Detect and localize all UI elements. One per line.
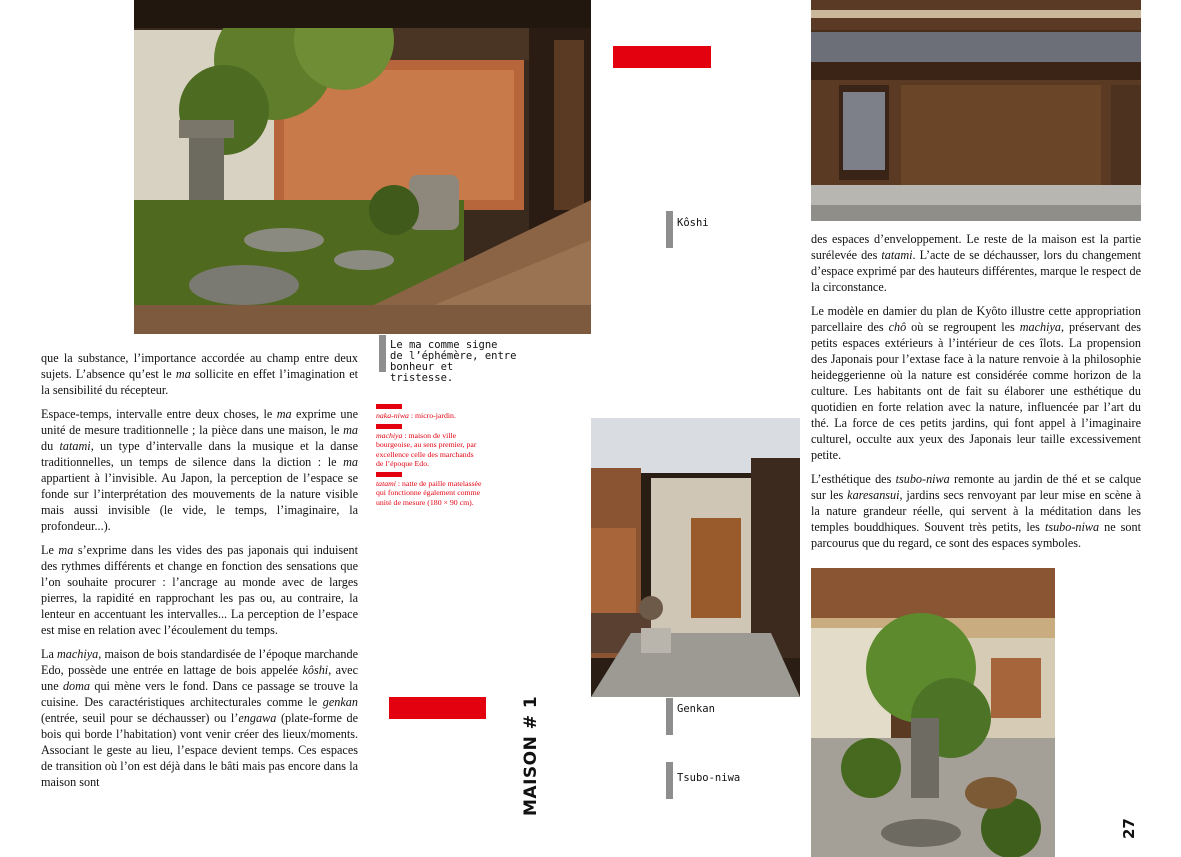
ma-caption-line-2: de l’éphémère, entre — [390, 350, 517, 362]
ma-caption-bar — [379, 335, 386, 372]
koshi-facade-photo — [811, 0, 1141, 221]
glossary-marker — [376, 404, 402, 409]
tsubo-caption: Tsubo-niwa — [677, 772, 741, 784]
glossary-definition: : micro-jardin. — [408, 411, 456, 420]
koshi-caption-bar — [666, 211, 673, 248]
glossary-term: naka-niwa — [376, 411, 409, 420]
glossary-marker — [376, 424, 402, 429]
genkan-caption-bar — [666, 698, 673, 735]
left-paragraph-1: que la substance, l’importance accordée au champ entre deux sujets. L’absence qu’est le ma sollicite en effet l’imagination et la sensibilité du récepteur. — [41, 351, 358, 397]
genkan-caption: Genkan — [677, 703, 715, 715]
right-paragraph-3: L’esthétique des tsubo-niwa remonte au jardin de thé et se calque sur les karesansui, jardins secs renvoyant par leur mise en scène à la nature grandeur réelle, qui servent à la méditation dans les temples bouddhiques. Souvent très petits, les tsubo-niwa ne sont parcourus que du regard, ce sont des espaces symboles. — [811, 472, 1141, 550]
right-paragraph-1: des espaces d’enveloppement. Le reste de la maison est la partie surélevée des tatami. L’acte de se déchausser, lors du changement d’espace exprimé par des hauteurs différentes, marque le respect de la circonstance. — [811, 232, 1141, 294]
left-paragraph-2: Espace-temps, intervalle entre deux choses, le ma exprime une unité de mesure traditionnelle ; la pièce dans une maison, le ma du tatami, un type d’intervalle dans la musique et la danse traditionnelles, un temps de silence dans la diction : le ma appartient à l’invisible. Au Japon, la perception de l’espace se fonde sur l’interprétation des mouvements de la nature visible mais aussi invisible (le vide, le temps, l’imaginaire, la profondeur...). — [41, 407, 359, 533]
glossary-entry-tatami — [376, 472, 482, 508]
genkan-entrance-photo — [591, 418, 800, 697]
tsubo-niwa-photo — [811, 568, 1055, 857]
red-accent-block-top — [613, 46, 711, 68]
left-paragraph-4: La machiya, maison de bois standardisée de l’époque marchande Edo, possède une entrée en lattage de bois appelée kôshi, avec une doma qui mène vers le fond. Dans ce passage se trouve la cuisine. Des caractéristiques architecturales comme le genkan (entrée, seuil pour se déchausser) ou l’engawa (plate-forme de bois qui borde l’habitation) vont venir créer des lieux/moments. Associant le geste au lieu, l’espace devient temps. Ces espaces de transition où l’on est déjà dans le bâti mais pas encore dans la maison sont — [41, 647, 359, 789]
glossary-term: tatami — [376, 478, 396, 488]
glossary-entry-machiya — [376, 424, 482, 469]
courtyard-garden-photo — [134, 0, 591, 334]
page-number: 27 — [1120, 818, 1138, 839]
glossary-definition: : natte de paille matelassée qui fonctionne également comme unité de mesure (180 × 90 cm). — [376, 478, 482, 507]
glossary — [376, 404, 482, 507]
tsubo-caption-bar — [666, 762, 673, 799]
koshi-caption: Kôshi — [677, 217, 709, 229]
glossary-marker — [376, 472, 402, 477]
glossary-definition: : maison de ville bourgeoise, au sens premier, par excellence celle des marchands de l’époque Edo. — [376, 430, 477, 468]
glossary-term: machiya — [376, 430, 403, 440]
ma-caption — [390, 340, 520, 384]
glossary-entry-naka-niwa — [376, 404, 482, 421]
right-paragraph-2: Le modèle en damier du plan de Kyôto illustre cette appropriation parcellaire des chô où se regroupent les machiya, préservant des petits espaces extérieurs à l’intérieur de ces îlots. La propension des Japonais pour l’extase face à la nature renvoie à la philosophie heideggerienne où la nature est considérée comme horizon de la culture. Les habitants ont de fait su élaborer une esthétique du quotidien en forte relation avec la nature, influencée par l’art du thé. La force de ces petits jardins, qui font appel à l’imaginaire culturel, occulte aux yeux des Japonais leur taille excessivement petite. — [811, 304, 1141, 462]
ma-caption-line-3: bonheur et tristesse. — [390, 361, 454, 384]
left-paragraph-3: Le ma s’exprime dans les vides des pas japonais qui induisent des rythmes différents et change en fonction des sensations que l’on souhaite procurer : l’ancrage au monde avec de larges pierres, la rapidité en rapprochant les pas ou, au contraire, la lenteur en accentuant les intervalles... La perception de l’espace est mise en relation avec l’écoulement du temps. — [41, 543, 359, 637]
right-body-column — [811, 231, 1141, 559]
ma-caption-line-1: Le ma comme signe — [390, 339, 498, 351]
red-accent-block-bottom — [389, 697, 486, 719]
left-body-column — [41, 350, 358, 798]
section-title: MAISON # 1 — [521, 695, 541, 816]
